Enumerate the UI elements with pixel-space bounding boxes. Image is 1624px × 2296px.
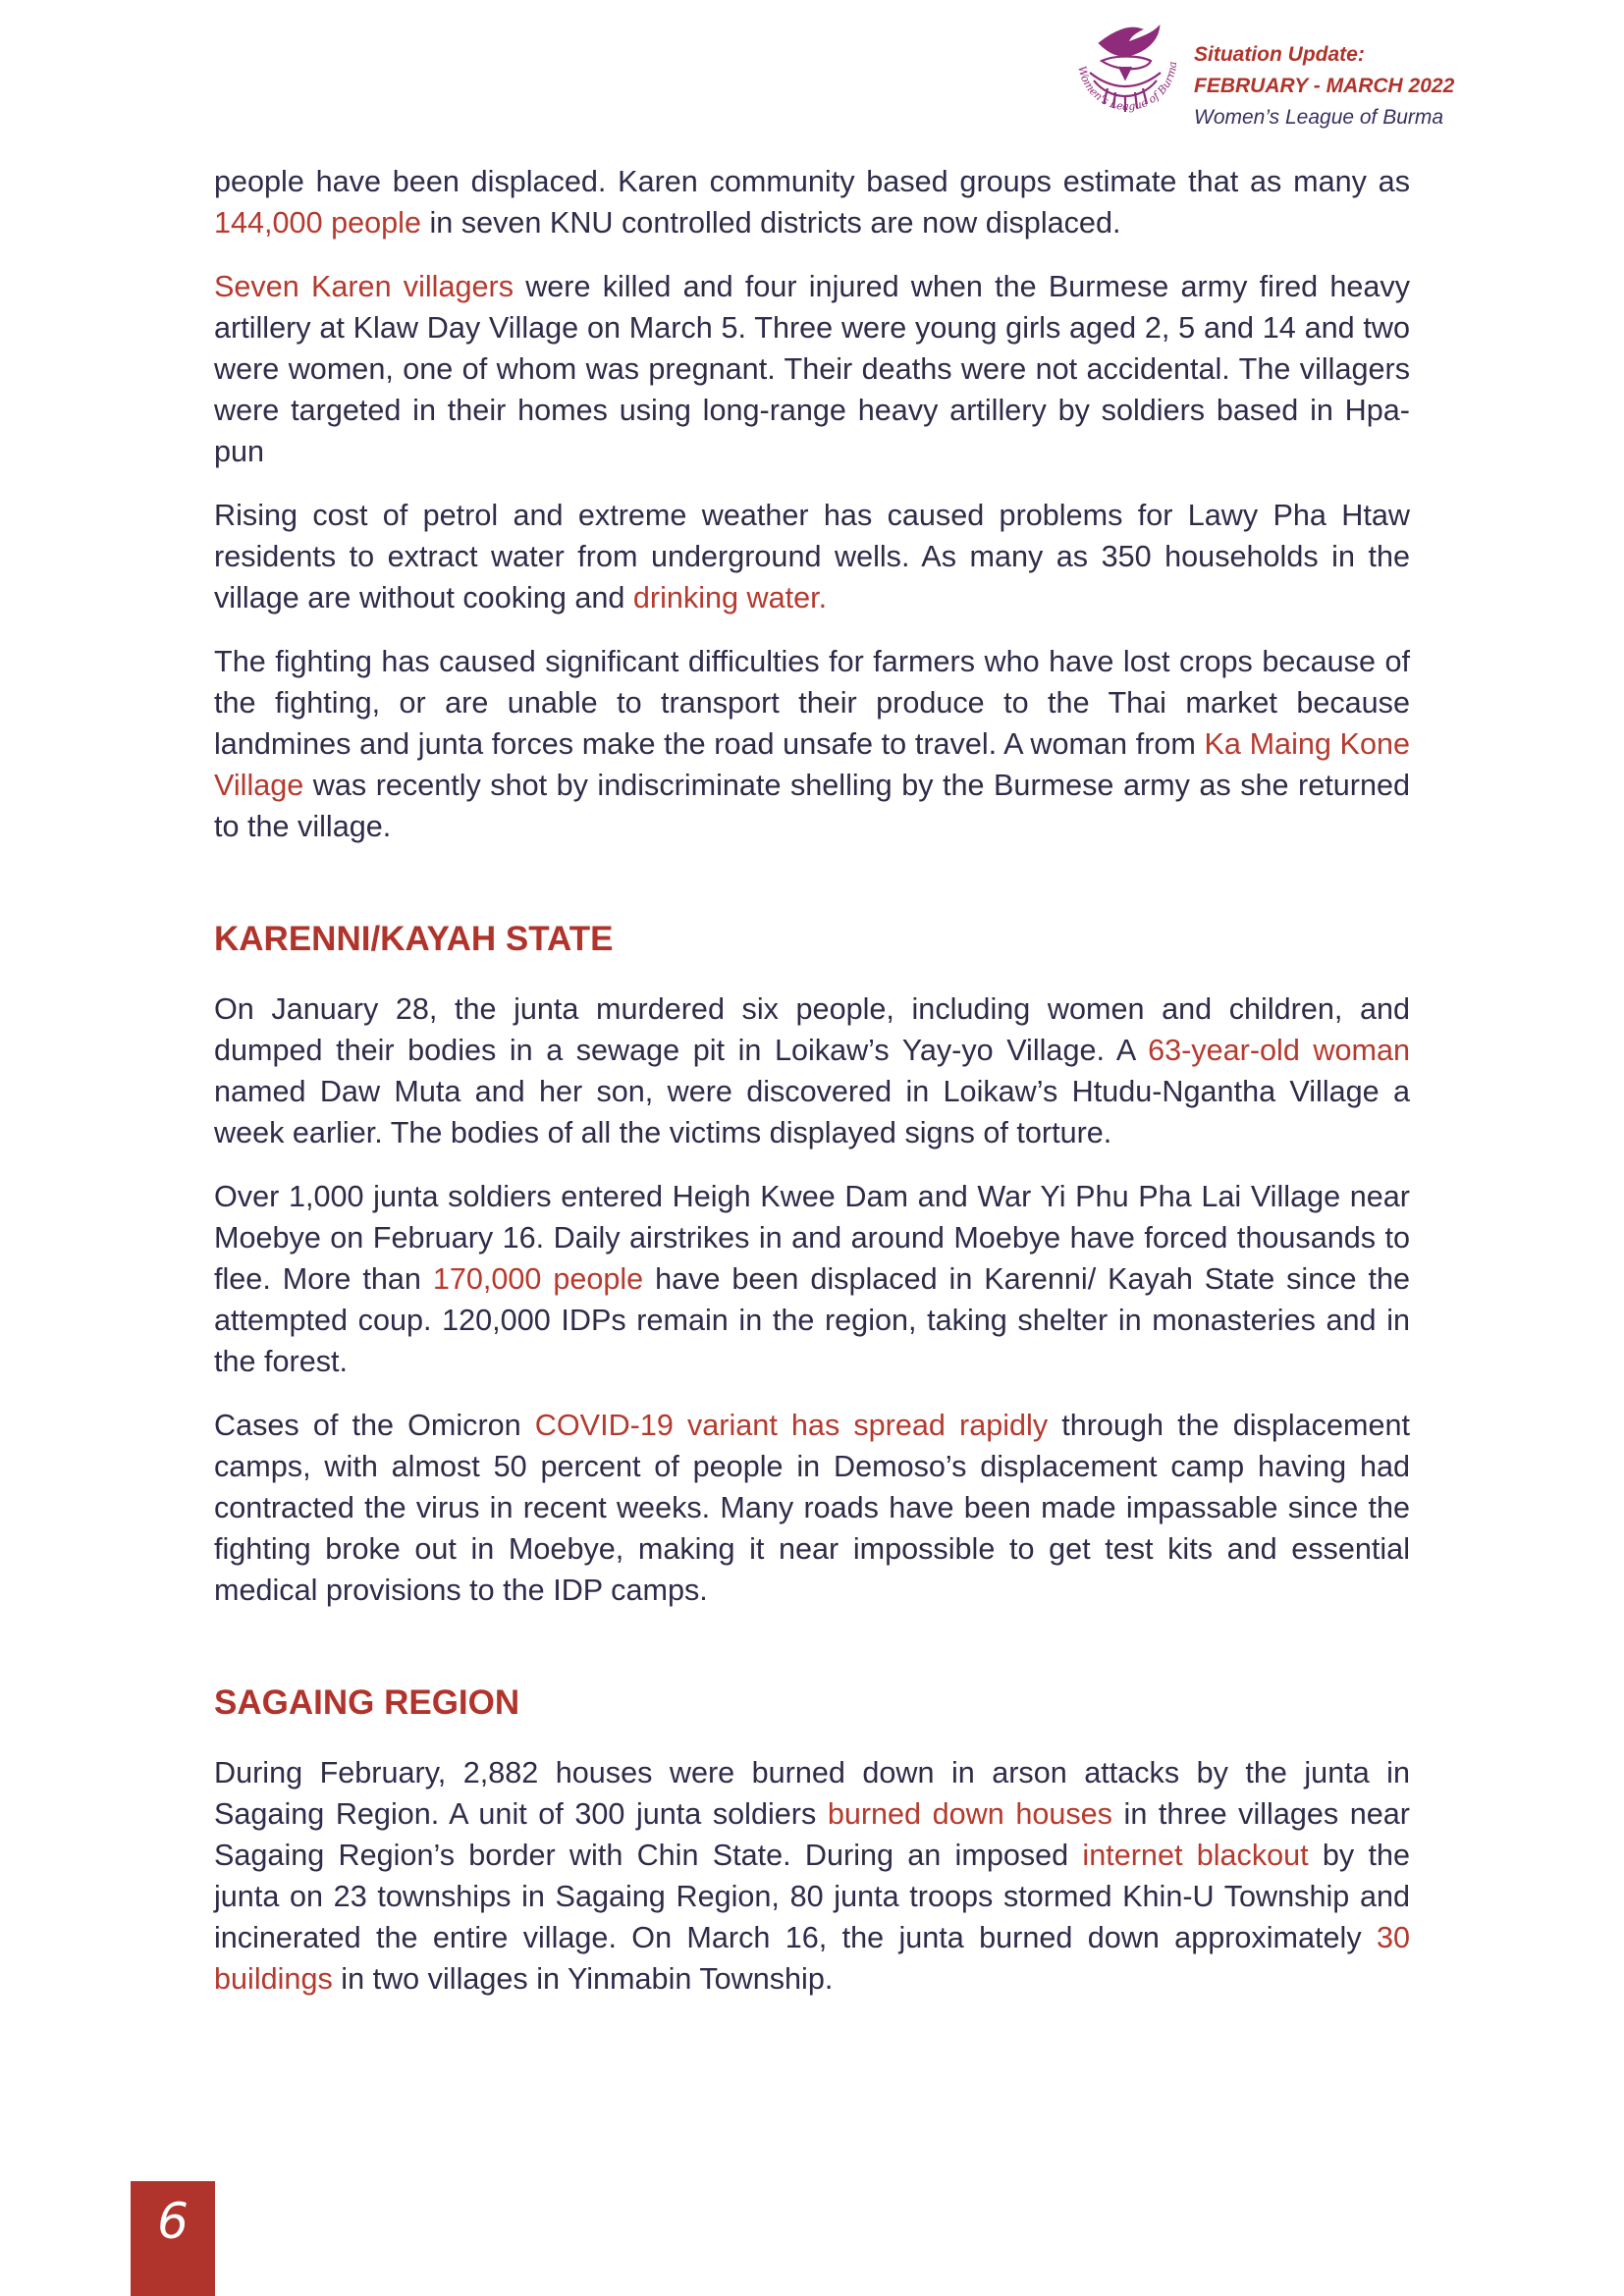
text-run: The fighting has caused significant difficulties for farmers who have lost crops because of the fighting, or are unable to transport their produce to the Thai market because landmines and junta forces make the road unsafe to travel. A woman from <box>214 645 1410 761</box>
section-heading-sagaing: SAGAING REGION <box>214 1683 520 1722</box>
highlighted-link[interactable]: Ka Maing Kone Village <box>214 727 1410 802</box>
text-run: in two villages in Yinmabin Township. <box>332 1962 834 1996</box>
sagaing-paragraph-1 <box>214 1752 1410 2000</box>
text-run: was recently shot by indiscriminate shelling by the Burmese army as she returned to the village. <box>214 769 1410 843</box>
highlighted-link[interactable]: burned down houses <box>827 1797 1112 1831</box>
karen-paragraph-3 <box>214 495 1410 618</box>
text-run: Over 1,000 junta soldiers entered Heigh Kwee Dam and War Yi Phu Pha Lai Village near Moebye on February 16. Daily airstrikes in and around Moebye have forced thousands to flee. More than <box>214 1180 1410 1296</box>
text-run: Rising cost of petrol and extreme weather has caused problems for Lawy Pha Htaw residents to extract water from underground wells. As many as 350 households in the village are without cooking and <box>214 499 1410 614</box>
text-run: through the displacement camps, with almost 50 percent of people in Demoso’s displacement camp having had contracted the virus in recent weeks. Many roads have been made impassable since the fighting broke out in Moebye, making it near impossible to get test kits and essential medical provisions to the IDP camps. <box>214 1409 1410 1607</box>
header-organization: Women’s League of Burma <box>1194 106 1444 129</box>
section-heading-karenni: KARENNI/KAYAH STATE <box>214 920 614 958</box>
page-number-tab <box>131 2181 215 2296</box>
text-run: have been displaced in Karenni/ Kayah State since the attempted coup. 120,000 IDPs remain in the region, taking shelter in monasteries and in the forest. <box>214 1262 1410 1378</box>
text-run: in seven KNU controlled districts are now displaced. <box>420 206 1121 240</box>
karenni-paragraph-3 <box>214 1405 1410 1611</box>
karen-paragraph-4 <box>214 641 1410 847</box>
text-run: On January 28, the junta murdered six people, including women and children, and dumped their bodies in a sewage pit in Loikaw’s Yay-yo Village. A <box>214 992 1410 1067</box>
highlighted-link[interactable]: COVID-19 variant has spread rapidly <box>534 1409 1049 1442</box>
highlighted-link[interactable]: 170,000 people <box>432 1262 644 1296</box>
text-run: people have been displaced. Karen community based groups estimate that as many as <box>214 165 1410 198</box>
page-number: 6 <box>157 2193 189 2250</box>
karen-paragraph-1 <box>214 161 1410 243</box>
text-run: were killed and four injured when the Burmese army fired heavy artillery at Klaw Day Village on March 5. Three were young girls aged 2, 5 and 14 and two were women, one of whom was pregnant. Their deaths were not accidental. The villagers were targeted in their homes using long-range heavy artillery by soldiers based in Hpa-pun <box>214 270 1410 468</box>
text-run: Cases of the Omicron <box>214 1409 535 1442</box>
highlighted-link[interactable]: 144,000 people <box>214 206 421 240</box>
dove-hands-logo-icon <box>1060 22 1193 125</box>
text-run: in three villages near Sagaing Region’s border with Chin State. During an imposed <box>214 1797 1410 1872</box>
karenni-paragraph-2 <box>214 1176 1410 1382</box>
highlighted-link[interactable]: Seven Karen villagers <box>214 270 514 303</box>
highlighted-link[interactable]: drinking water. <box>632 581 828 614</box>
karenni-paragraph-1 <box>214 988 1410 1153</box>
header-doc-type: Situation Update: <box>1194 43 1365 66</box>
header-period: FEBRUARY - MARCH 2022 <box>1194 75 1455 97</box>
text-run: by the junta on 23 townships in Sagaing Region, 80 junta troops stormed Khin-U Township and incinerated the entire village. On March 16, the junta burned down approximately <box>214 1839 1410 1954</box>
karen-paragraph-2 <box>214 266 1410 472</box>
text-run: named Daw Muta and her son, were discovered in Loikaw’s Htudu-Ngantha Village a week earlier. The bodies of all the victims displayed signs of torture. <box>214 1075 1410 1149</box>
highlighted-link[interactable]: internet blackout <box>1082 1839 1309 1872</box>
main-content <box>214 161 1410 2022</box>
header-text <box>1194 39 1454 133</box>
page-header <box>1060 22 1610 130</box>
highlighted-link[interactable]: 30 buildings <box>214 1921 1410 1996</box>
highlighted-link[interactable]: 63-year-old woman <box>1148 1034 1411 1067</box>
text-run: During February, 2,882 houses were burned down in arson attacks by the junta in Sagaing Region. A unit of 300 junta soldiers <box>214 1756 1410 1831</box>
logo-text: Women's League of Burma <box>1075 61 1180 114</box>
womens-league-logo <box>1060 22 1193 125</box>
